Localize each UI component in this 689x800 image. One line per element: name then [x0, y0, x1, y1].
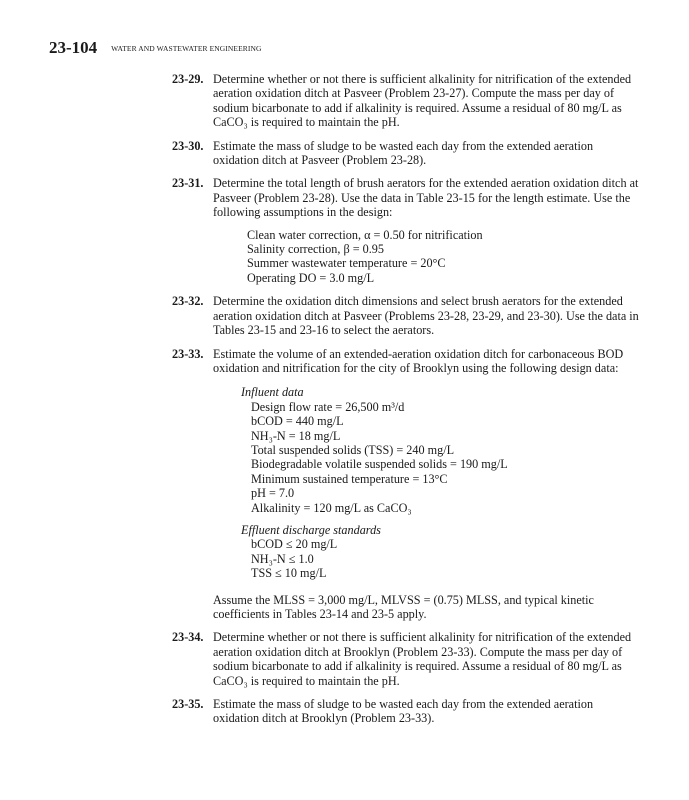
problem-23-34: [172, 630, 642, 688]
influent-item: Total suspended solids (TSS) = 240 mg/L: [251, 442, 455, 457]
problem-number: 23-29.: [172, 72, 204, 86]
problem-number: 23-32.: [172, 294, 204, 309]
problem-text: Estimate the mass of sludge to be wasted each day from the extended aeration oxidation ditch at Pasveer (Problem 23-28).: [213, 138, 594, 168]
influent-item: Alkalinity = 120 mg/L as CaCO₃: [251, 500, 412, 515]
problem-23-29: [172, 72, 642, 130]
effluent-item: bCOD ≤ 20 mg/L: [251, 537, 338, 552]
influent-item: pH = 7.0: [251, 486, 295, 501]
problem-number: 23-31.: [172, 176, 204, 191]
problem-number: 23-35.: [172, 697, 204, 712]
influent-item: NH₃-N = 18 mg/L: [251, 428, 341, 443]
influent-item: Biodegradable volatile suspended solids = 190 mg/L: [251, 457, 508, 472]
assumption-item: Clean water correction, α = 0.50 for nitrification: [247, 227, 483, 242]
running-head: WATER AND WASTEWATER ENGINEERING: [111, 44, 262, 53]
influent-item: Design flow rate = 26,500 m³/d: [251, 399, 405, 414]
problem-text: Determine the total length of brush aerators for the extended aeration oxidation ditch at Pasveer (Problem 23-28). Use the data in Table 23-15 for the length estimate. Use the following assumptions in the design:: [213, 176, 639, 220]
problem-23-32: [172, 294, 642, 337]
problem-number: 23-34.: [172, 630, 204, 645]
problem-list: [172, 72, 642, 735]
problem-23-30: [172, 139, 642, 168]
design-assumptions: [247, 228, 642, 286]
assumption-item: Summer wastewater temperature = 20°C: [247, 256, 446, 271]
problem-number: 23-30.: [172, 138, 204, 153]
effluent-standards: [241, 523, 642, 581]
effluent-item: TSS ≤ 10 mg/L: [251, 566, 327, 581]
page-number: 23-104: [49, 38, 98, 57]
influent-item: Minimum sustained temperature = 13°C: [251, 471, 448, 486]
assumption-item: Operating DO = 3.0 mg/L: [247, 270, 375, 285]
page-header: [49, 38, 262, 58]
effluent-item: NH₃-N ≤ 1.0: [251, 551, 314, 566]
problem-text: Estimate the mass of sludge to be wasted each day from the extended aeration oxidation ditch at Brooklyn (Problem 23-33).: [213, 697, 594, 726]
problem-23-33: [172, 347, 642, 622]
problem-23-31: [172, 176, 642, 285]
problem-text: Determine whether or not there is sufficient alkalinity for nitrification of the extended aeration oxidation ditch at Brooklyn (Problem 23-33). Compute the mass per day of sodium bicarbonate to add if alkalinity is required. Assume a residual of 80 mg/L as CaCO₃ is required to maintain the pH.: [213, 630, 632, 688]
effluent-title: Effluent discharge standards: [241, 522, 381, 537]
problem-23-35: [172, 697, 642, 726]
influent-item: bCOD = 440 mg/L: [251, 414, 344, 429]
assumption-item: Salinity correction, β = 0.95: [247, 242, 384, 257]
problem-closing-text: Assume the MLSS = 3,000 mg/L, MLVSS = (0.75) MLSS, and typical kinetic coefficients in Tables 23-14 and 23-5 apply.: [213, 592, 594, 621]
influent-data: [241, 385, 642, 515]
influent-title: Influent data: [241, 385, 304, 400]
problem-text: Estimate the volume of an extended-aeration oxidation ditch for carbonaceous BOD oxidation and nitrification for the city of Brooklyn using the following design data:: [213, 346, 624, 375]
problem-text: Determine whether or not there is sufficient alkalinity for nitrification of the extended aeration oxidation ditch at Pasveer (Problem 23-27). Compute the mass per day of sodium bicarbonate to add if alkalinity is required. Assume a residual of 80 mg/L as CaCO₃ is required to maintain the pH.: [213, 72, 632, 130]
problem-text: Determine the oxidation ditch dimensions and select brush aerators for the extended aeration oxidation ditch at Pasveer (Problems 23-28, 23-29, and 23-30). Use the data in Tables 23-15 and 23-16 to select the aerators.: [213, 294, 639, 338]
problem-number: 23-33.: [172, 346, 204, 361]
